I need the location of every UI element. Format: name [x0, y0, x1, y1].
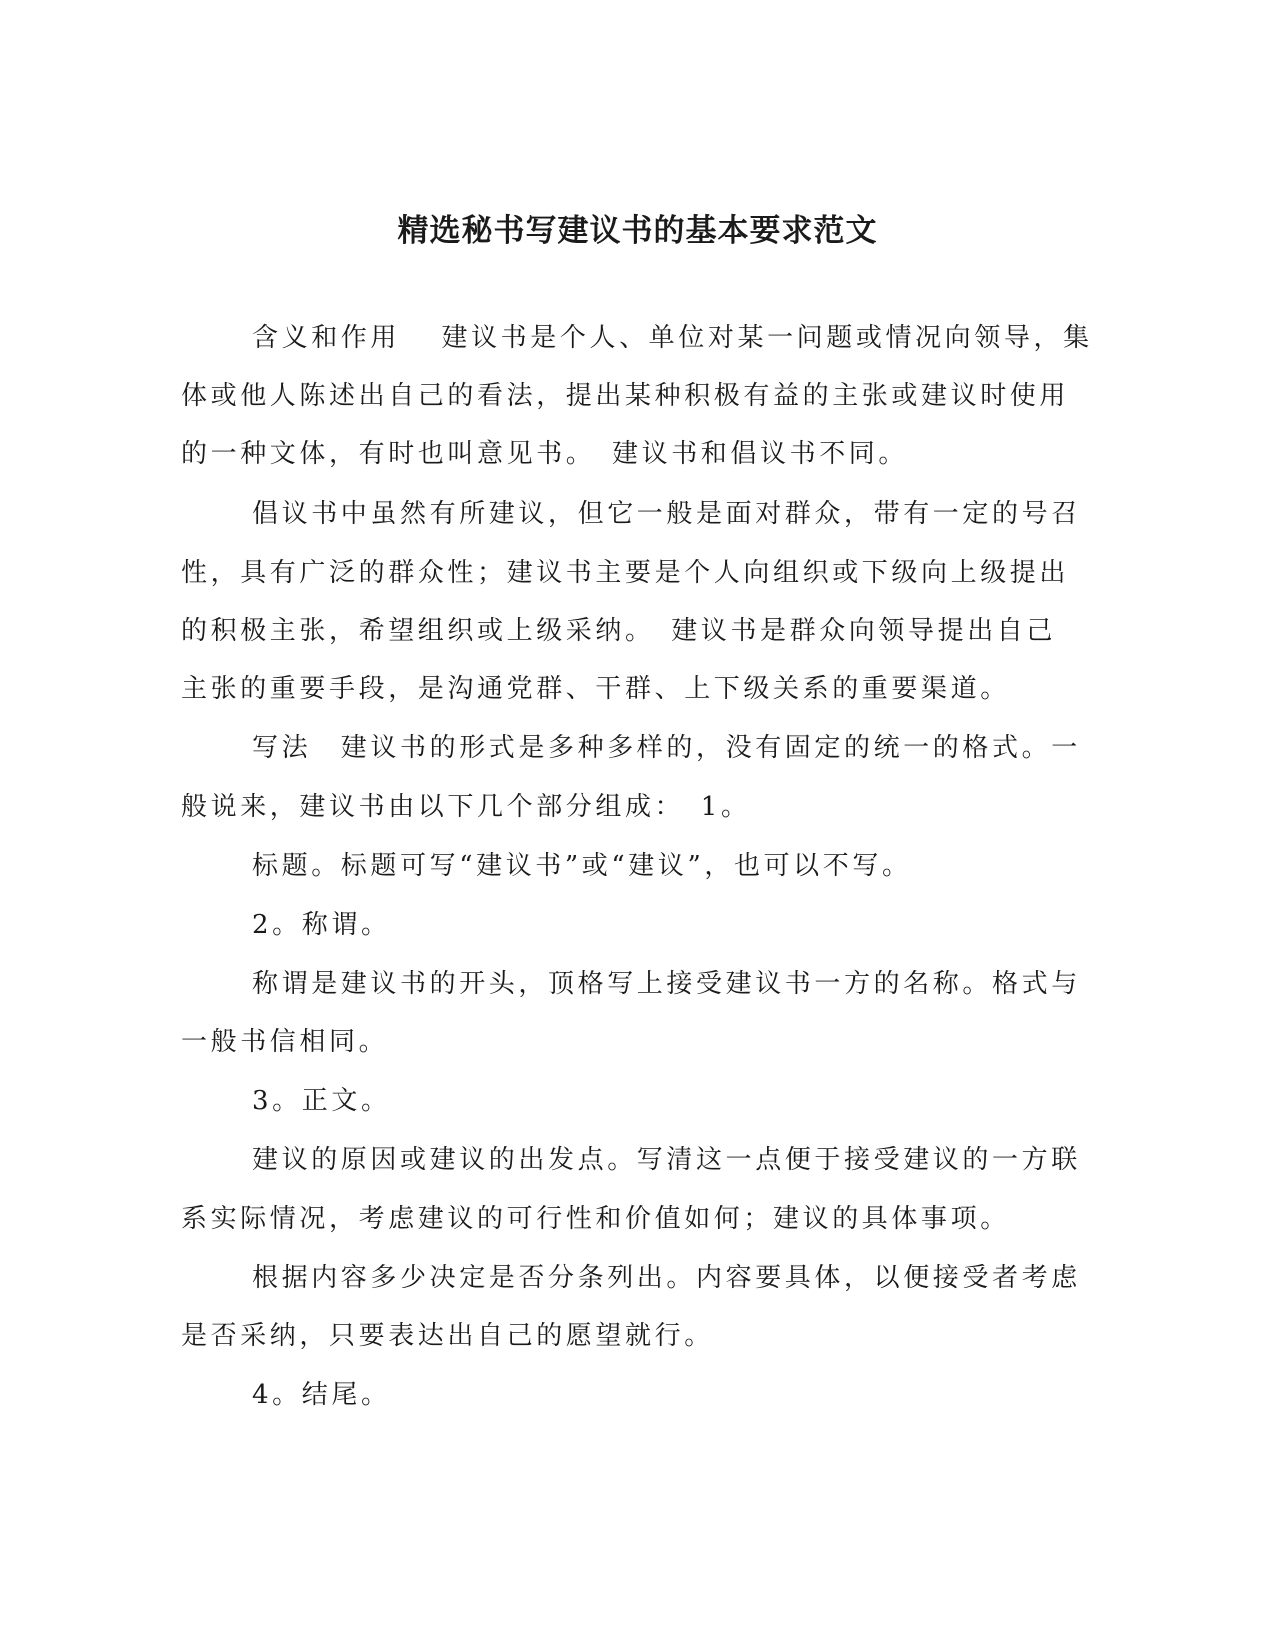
body-line: 的一种文体，有时也叫意见书。 建议书和倡议书不同。	[181, 439, 909, 469]
body-line: 3。正文。	[252, 1086, 391, 1116]
body-line: 4。结尾。	[252, 1380, 391, 1410]
body-line: 建议的原因或建议的出发点。写清这一点便于接受建议的一方联	[252, 1145, 1081, 1175]
body-line: 体或他人陈述出自己的看法，提出某种积极有益的主张或建议时使用	[181, 381, 1070, 411]
body-line: 称谓是建议书的开头，顶格写上接受建议书一方的名称。格式与	[252, 969, 1081, 999]
body-line: 性，具有广泛的群众性；建议书主要是个人向组织或下级向上级提出	[181, 558, 1070, 588]
body-line: 含义和作用 建议书是个人、单位对某一问题或情况向领导，集	[252, 323, 1093, 353]
body-line: 的积极主张，希望组织或上级采纳。 建议书是群众向领导提出自己	[181, 616, 1057, 646]
body-line: 写法 建议书的形式是多种多样的，没有固定的统一的格式。一	[252, 733, 1081, 763]
body-line: 2。称谓。	[252, 910, 391, 940]
body-line: 倡议书中虽然有所建议，但它一般是面对群众，带有一定的号召	[252, 499, 1081, 529]
body-line: 根据内容多少决定是否分条列出。内容要具体，以便接受者考虑	[252, 1263, 1081, 1293]
body-line: 主张的重要手段，是沟通党群、干群、上下级关系的重要渠道。	[181, 674, 1010, 704]
body-line: 是否采纳，只要表达出自己的愿望就行。	[181, 1321, 714, 1351]
document-title: 精选秘书写建议书的基本要求范文	[397, 213, 878, 249]
body-line: 般说来，建议书由以下几个部分组成： 1。	[181, 792, 751, 822]
body-line: 系实际情况，考虑建议的可行性和价值如何；建议的具体事项。	[181, 1204, 1010, 1234]
body-line: 标题。标题可写“建议书”或“建议”，也可以不写。	[252, 851, 912, 881]
body-line: 一般书信相同。	[181, 1027, 389, 1057]
